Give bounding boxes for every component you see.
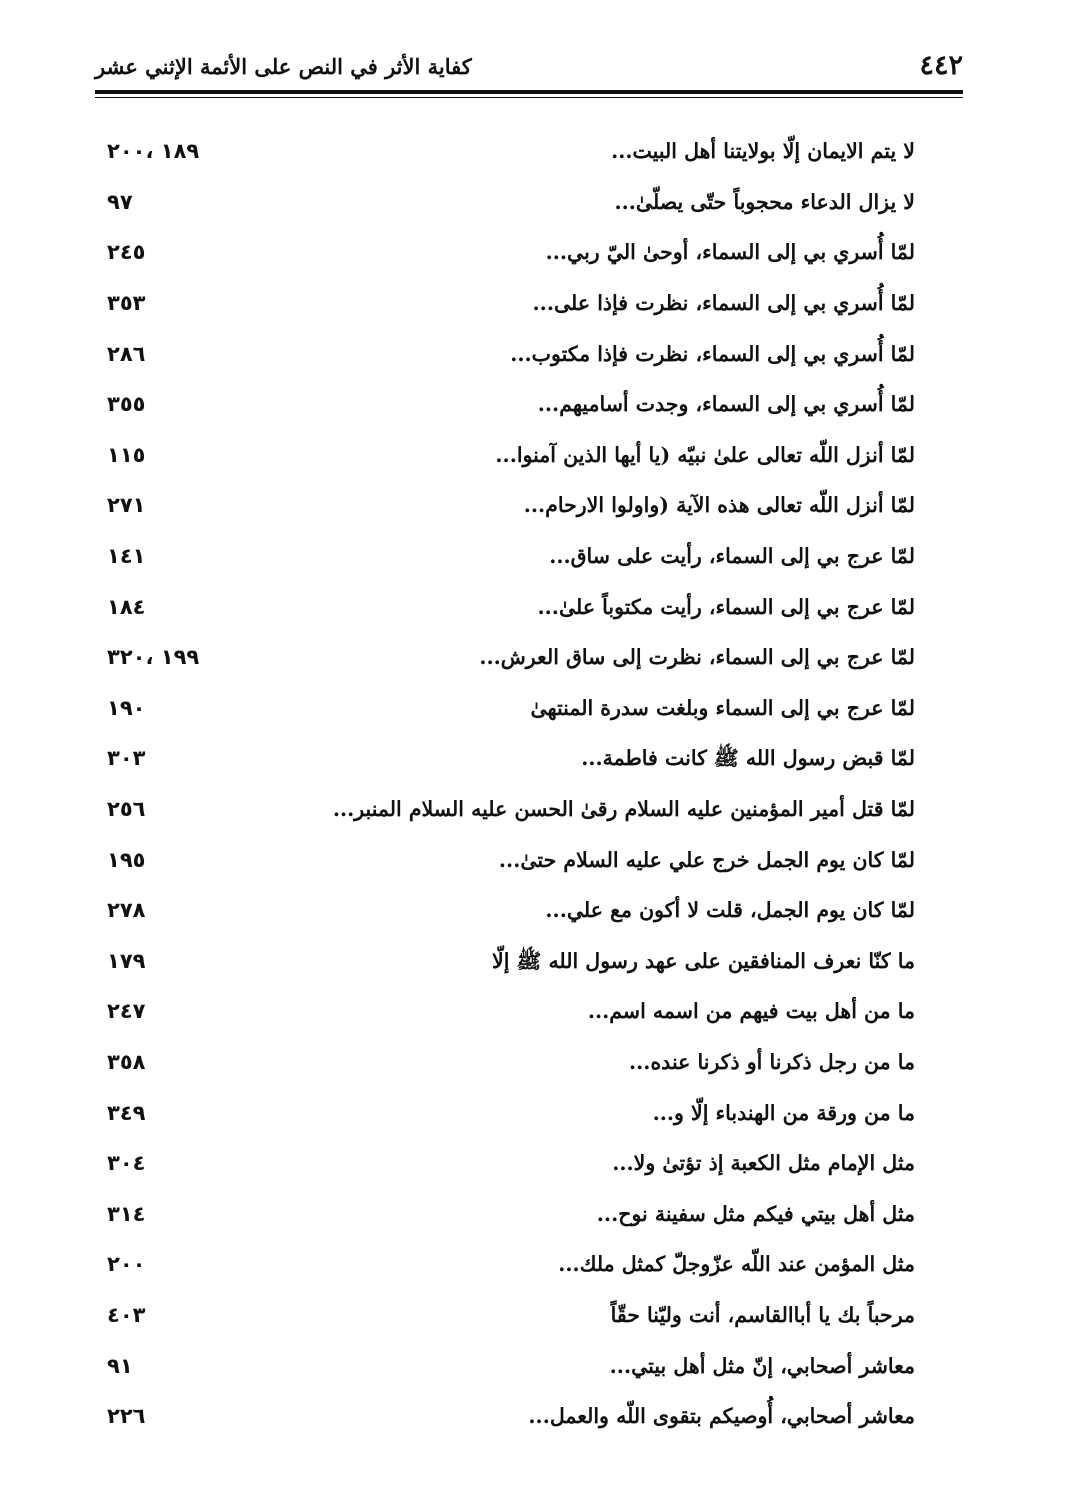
entry-pages: ١٨٤ [107,594,146,619]
index-row [95,632,915,683]
entry-pages: ٢٤٥ [107,240,146,265]
entry-text: لا يزال الدعاء محجوباً حتّى يصلّىٰ... [614,189,915,214]
entry-text: معاشر أصحابي، أُوصيكم بتقوى اللّه والعمل... [528,1404,915,1429]
entry-text: ما من رجل ذكرنا أو ذكرنا عنده... [629,1049,915,1074]
index-row [95,1290,915,1341]
entry-text: لمّا كان يوم الجمل، قلت لا أكون مع علي... [545,898,915,923]
index-row [95,733,915,784]
entry-text: مثل أهل بيتي فيكم مثل سفينة نوح... [596,1201,915,1226]
index-row [95,1188,915,1239]
index-row [95,936,915,987]
index-row [95,581,915,632]
entry-pages: ٣٠٣ [107,746,146,771]
page-number: ٤٤٢ [919,50,963,81]
entry-text: لا يتم الايمان إلّا بولايتنا أهل البيت... [611,139,915,164]
running-header [95,48,963,88]
hadith-index-list [95,126,915,1441]
entry-pages: ٣٥٨ [107,1049,146,1074]
entry-pages: ١٤١ [107,544,146,569]
index-row [95,1239,915,1290]
entry-text: لمّا عرج بي إلى السماء، نظرت إلى ساق العرش... [479,645,915,670]
entry-pages: ١٩٠ [107,695,146,720]
entry-text: لمّا أُسري بي إلى السماء، نظرت فإذا على... [532,291,915,316]
entry-text: لمّا قبض رسول الله ﷺ كانت فاطمة... [581,746,915,771]
index-row [95,1138,915,1189]
entry-pages: ٣٥٥ [107,392,146,417]
entry-text: ما من ورقة من الهندباء إلّا و... [652,1100,915,1125]
index-row [95,531,915,582]
index-row [95,430,915,481]
index-row [95,177,915,228]
index-row [95,885,915,936]
entry-text: لمّا قتل أمير المؤمنين عليه السلام رقىٰ الحسن عليه السلام المنبر... [332,797,915,822]
header-rule-thick [95,90,963,94]
entry-pages: ١٩٩ ،٣٢٠ [107,645,200,670]
entry-pages: ٣٤٩ [107,1100,146,1125]
index-row [95,1340,915,1391]
entry-text: لمّا أُسري بي إلى السماء، نظرت فإذا مكتوب... [510,341,915,366]
entry-text: مثل الإمام مثل الكعبة إذ تؤتىٰ ولا... [612,1151,915,1176]
entry-text: لمّا أُسري بي إلى السماء، وجدت أساميهم... [537,392,915,417]
entry-pages: ٢٥٦ [107,797,146,822]
header-rule-thin [95,97,963,98]
index-row [95,328,915,379]
index-row [95,480,915,531]
index-row [95,227,915,278]
index-row [95,278,915,329]
entry-text: لمّا عرج بي إلى السماء، رأيت على ساق... [549,544,915,569]
index-row [95,986,915,1037]
entry-pages: ٢٠٠ [107,1252,146,1277]
entry-text: لمّا أُسري بي إلى السماء، أوحىٰ اليّ ربي... [545,240,915,265]
index-row [95,1037,915,1088]
index-row [95,834,915,885]
entry-pages: ٢٤٧ [107,999,146,1024]
entry-pages: ٩٧ [107,189,133,214]
entry-text: لمّا عرج بي إلى السماء، رأيت مكتوباً علىٰ... [537,594,915,619]
entry-text: لمّا عرج بي إلى السماء وبلغت سدرة المنتهىٰ [530,695,915,720]
entry-pages: ١٧٩ [107,948,146,973]
index-row [95,784,915,835]
index-row [95,1087,915,1138]
entry-text: مرحباً بك يا أباالقاسم، أنت وليّنا حقّاً [610,1302,915,1327]
entry-text: ما من أهل بيت فيهم من اسمه اسم... [587,999,915,1024]
entry-text: لمّا أنزل اللّه تعالى علىٰ نبيّه (يا أيها الذين آمنوا... [495,442,915,467]
entry-pages: ٣١٤ [107,1201,146,1226]
index-row [95,379,915,430]
entry-pages: ٤٠٣ [107,1302,146,1327]
entry-text: مثل المؤمن عند اللّه عزّوجلّ كمثل ملك... [558,1252,915,1277]
index-row [95,1391,915,1442]
book-title: كفاية الأثر في النص على الأئمة الإثني عشر [95,54,472,79]
entry-pages: ٢٢٦ [107,1404,146,1429]
entry-pages: ٩١ [107,1353,133,1378]
entry-pages: ٢٧١ [107,493,146,518]
entry-pages: ٣٠٤ [107,1151,146,1176]
index-row [95,126,915,177]
entry-text: لمّا أنزل اللّه تعالى هذه الآية (واولوا الارحام... [523,493,915,518]
entry-pages: ١١٥ [107,442,146,467]
entry-pages: ١٩٥ [107,847,146,872]
entry-pages: ٢٨٦ [107,341,146,366]
entry-text: معاشر أصحابي، إنّ مثل أهل بيتي... [609,1353,915,1378]
entry-text: ما كنّا نعرف المنافقين على عهد رسول الله ﷺ إلّا [492,948,915,973]
entry-text: لمّا كان يوم الجمل خرج علي عليه السلام حتىٰ... [498,847,915,872]
entry-pages: ١٨٩ ،٢٠٠ [107,139,200,164]
entry-pages: ٢٧٨ [107,898,146,923]
entry-pages: ٣٥٣ [107,291,146,316]
index-row [95,683,915,734]
